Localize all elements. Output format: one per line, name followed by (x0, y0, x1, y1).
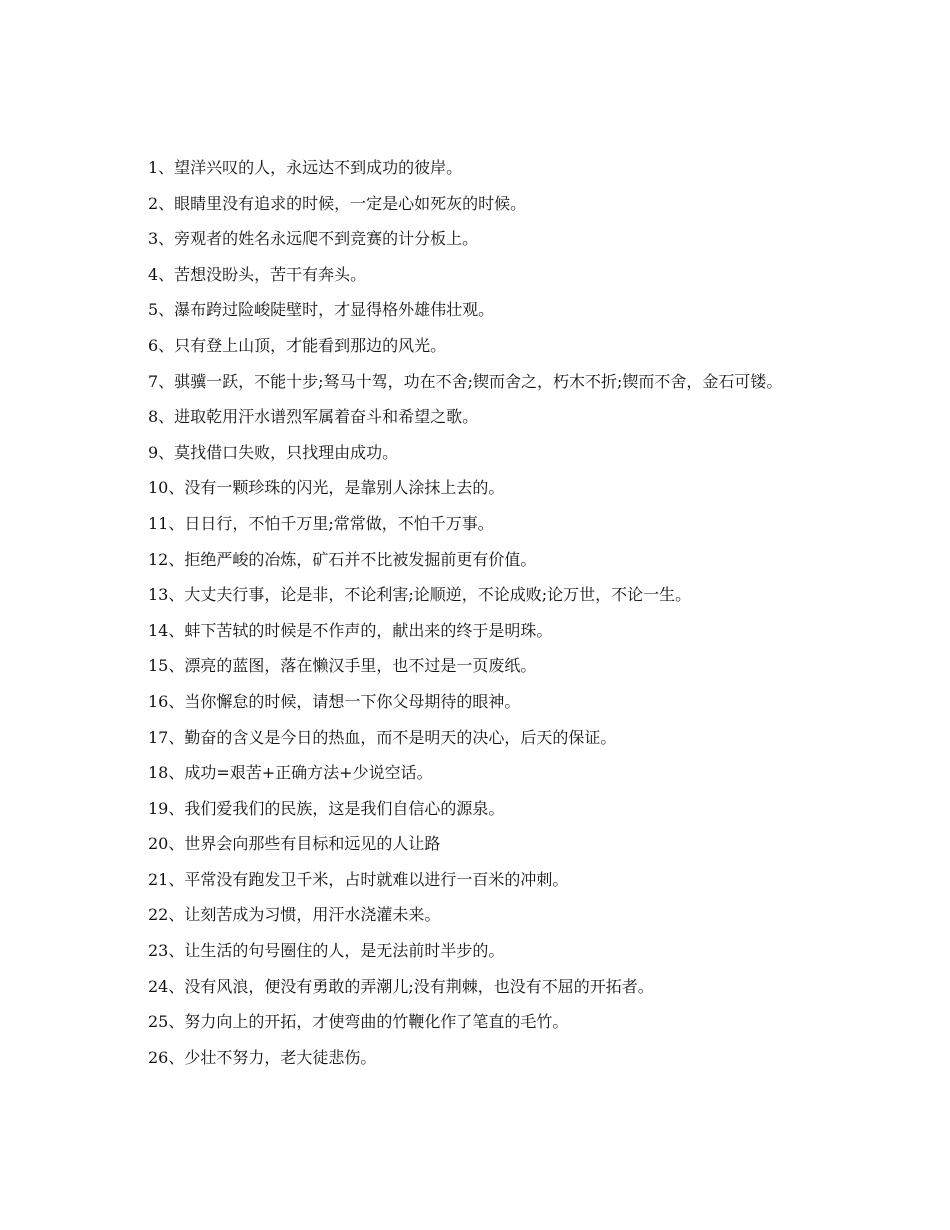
sayings-list (114, 158, 830, 1083)
list-item: 26、少壮不努力，老大徒悲伤。 (148, 1047, 377, 1067)
list-item: 4、苦想没盼头，苦干有奔头。 (148, 264, 367, 284)
list-item: 5、瀑布跨过险峻陡壁时，才显得格外雄伟壮观。 (148, 300, 495, 320)
list-item: 21、平常没有跑发卫千米，占时就难以进行一百米的冲刺。 (148, 869, 569, 889)
list-item: 17、勤奋的含义是今日的热血，而不是明天的决心，后天的保证。 (148, 727, 617, 747)
list-item: 20、世界会向那些有目标和远见的人让路 (148, 834, 441, 854)
list-item: 19、我们爱我们的民族，这是我们自信心的源泉。 (148, 798, 505, 818)
list-item: 22、让刻苦成为习惯，用汗水浇灌未来。 (148, 905, 441, 925)
list-item: 10、没有一颗珍珠的闪光，是靠别人涂抹上去的。 (148, 478, 505, 498)
list-item: 11、日日行，不怕千万里;常常做，不怕千万事。 (148, 513, 494, 533)
list-item: 13、大丈夫行事，论是非，不论利害;论顺逆，不论成败;论万世，不论一生。 (148, 585, 692, 605)
list-item: 15、漂亮的蓝图，落在懒汉手里，也不过是一页废纸。 (148, 656, 537, 676)
list-item: 25、努力向上的开拓，才使弯曲的竹鞭化作了笔直的毛竹。 (148, 1012, 569, 1032)
list-item: 16、当你懈怠的时候，请想一下你父母期待的眼神。 (148, 691, 521, 711)
list-item: 9、莫找借口失败，只找理由成功。 (148, 442, 399, 462)
list-item: 8、进取乾用汗水谱烈军属着奋斗和希望之歌。 (148, 407, 479, 427)
list-item: 18、成功=艰苦+正确方法+少说空话。 (148, 763, 433, 783)
list-item: 12、拒绝严峻的冶炼，矿石并不比被发掘前更有价值。 (148, 549, 537, 569)
list-item: 2、眼睛里没有追求的时候，一定是心如死灰的时候。 (148, 193, 527, 213)
list-item: 1、望洋兴叹的人，永远达不到成功的彼岸。 (148, 158, 463, 177)
list-item: 3、旁观者的姓名永远爬不到竞赛的计分板上。 (148, 229, 479, 249)
list-item: 23、让生活的句号圈住的人，是无法前时半步的。 (148, 941, 505, 961)
list-item: 7、骐骥一跃，不能十步;驽马十驾，功在不舍;锲而舍之，朽木不折;锲而不舍，金石可镂。 (148, 371, 783, 391)
list-item: 6、只有登上山顶，才能看到那边的风光。 (148, 335, 447, 355)
list-item: 14、蚌下苦轼的时候是不作声的，献出来的终于是明珠。 (148, 620, 553, 640)
list-item: 24、没有风浪，便没有勇敢的弄潮儿;没有荆棘，也没有不屈的开拓者。 (148, 976, 654, 996)
